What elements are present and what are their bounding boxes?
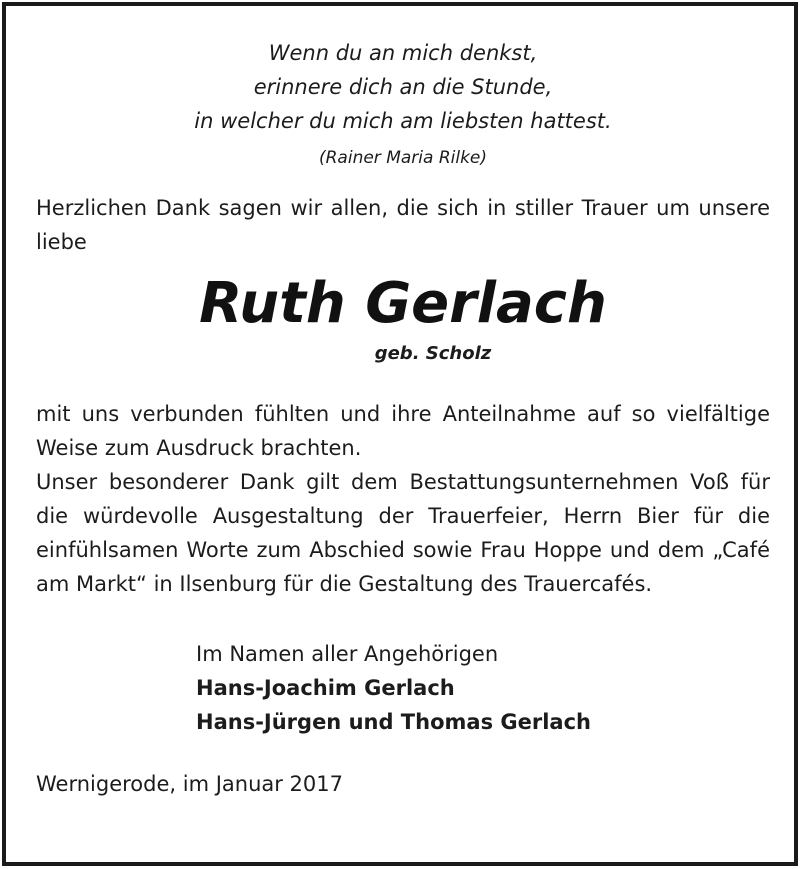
thanks-text <box>36 397 770 601</box>
signature-name: Hans-Jürgen und Thomas Gerlach <box>196 710 591 734</box>
poem-quote <box>36 36 770 138</box>
birth-name: geb. Scholz <box>374 343 492 364</box>
poem-author: (Rainer Maria Rilke) <box>318 148 488 168</box>
signature-block <box>36 637 770 739</box>
thanks-paragraph-1: mit uns verbunden fühlten und ihre Anteilnahme auf so vielfältige Weise zum Ausdruck brachten. <box>36 402 770 460</box>
obituary-frame <box>2 2 798 866</box>
place-date: Wernigerode, im Januar 2017 <box>36 772 344 796</box>
poem-line: in welcher du mich am liebsten hattest. <box>194 109 612 133</box>
deceased-name: Ruth Gerlach <box>199 271 607 336</box>
signature-intro: Im Namen aller Angehörigen <box>196 642 499 666</box>
thanks-paragraph-2: Unser besonderer Dank gilt dem Bestattungsunternehmen Voß für die würdevolle Ausgestaltung der Trauerfeier, Herrn Bier für die einfühlsamen Worte zum Abschied sowie Frau Hoppe und dem „Café am Markt“ in Ilsenburg für die Gestaltung des Trauercafés. <box>36 470 770 596</box>
poem-line: erinnere dich an die Stunde, <box>253 75 553 99</box>
obituary-content <box>36 26 770 801</box>
signature-name: Hans-Joachim Gerlach <box>196 676 455 700</box>
poem-line: Wenn du an mich denkst, <box>268 41 538 65</box>
intro-text: Herzlichen Dank sagen wir allen, die sich in stiller Trauer um unsere liebe <box>36 196 770 254</box>
